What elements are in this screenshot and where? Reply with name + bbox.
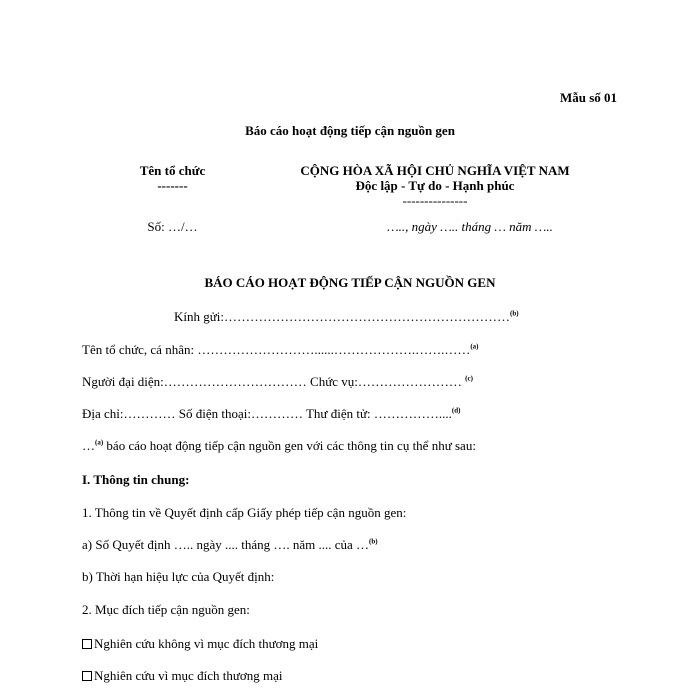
option-noncommercial[interactable] <box>82 636 318 652</box>
recipient-note: (b) <box>510 309 519 318</box>
main-title: BÁO CÁO HOẠT ĐỘNG TIẾP CẬN NGUỒN GEN <box>204 275 496 290</box>
address-note: (d) <box>451 406 461 415</box>
org-person-note: (a) <box>470 342 479 351</box>
org-dashes: ------- <box>157 178 188 193</box>
item-2: 2. Mục đích tiếp cận nguồn gen: <box>82 602 250 617</box>
item-1b: b) Thời hạn hiệu lực của Quyết định: <box>82 569 275 584</box>
address-line <box>82 406 460 422</box>
form-number: Mẫu số 01 <box>559 90 617 105</box>
date-line: ….., ngày ….. tháng … năm ….. <box>387 219 553 234</box>
recipient-line <box>174 309 519 325</box>
org-person-line <box>82 342 479 358</box>
address-text: Địa chỉ:………… Số điện thoại:………… Thư điện tử: …………….... <box>82 406 452 421</box>
item-1a-text: a) Số Quyết định ….. ngày .... tháng …. năm .... của … <box>82 537 370 552</box>
motto-divider: --------------- <box>402 193 468 208</box>
intro-prefix: … <box>82 438 95 453</box>
form-title: Báo cáo hoạt động tiếp cận nguồn gen <box>245 123 455 138</box>
item-1: 1. Thông tin về Quyết định cấp Giấy phép tiếp cận nguồn gen: <box>82 505 407 520</box>
country-name: CỘNG HÒA XÃ HỘI CHỦ NGHĨA VIỆT NAM <box>300 163 570 178</box>
checkbox-commercial[interactable] <box>82 671 92 681</box>
option-commercial-label: Nghiên cứu vì mục đích thương mại <box>94 668 283 683</box>
checkbox-noncommercial[interactable] <box>82 639 92 649</box>
motto: Độc lập - Tự do - Hạnh phúc <box>355 178 515 193</box>
intro-note: (a) <box>95 438 104 447</box>
document-number: Số: …/… <box>147 219 198 234</box>
recipient-text: Kính gửi:………………………………………………………… <box>174 309 511 324</box>
representative-note: (c) <box>465 374 473 383</box>
intro-text: báo cáo hoạt động tiếp cận nguồn gen với các thông tin cụ thể như sau: <box>103 438 476 453</box>
item-1a-line <box>82 537 378 553</box>
representative-text: Người đại diện:…………………………… Chức vụ:…………………… <box>82 374 466 389</box>
option-noncommercial-label: Nghiên cứu không vì mục đích thương mại <box>94 636 319 651</box>
intro-line <box>82 438 476 454</box>
section-1-heading: I. Thông tin chung: <box>82 472 190 487</box>
item-1a-note: (b) <box>369 537 378 546</box>
representative-line <box>82 374 473 390</box>
option-commercial[interactable] <box>82 668 283 684</box>
org-label: Tên tổ chức <box>139 163 206 178</box>
org-person-text: Tên tổ chức, cá nhân: ………………………......……………….…….…… <box>82 342 471 357</box>
